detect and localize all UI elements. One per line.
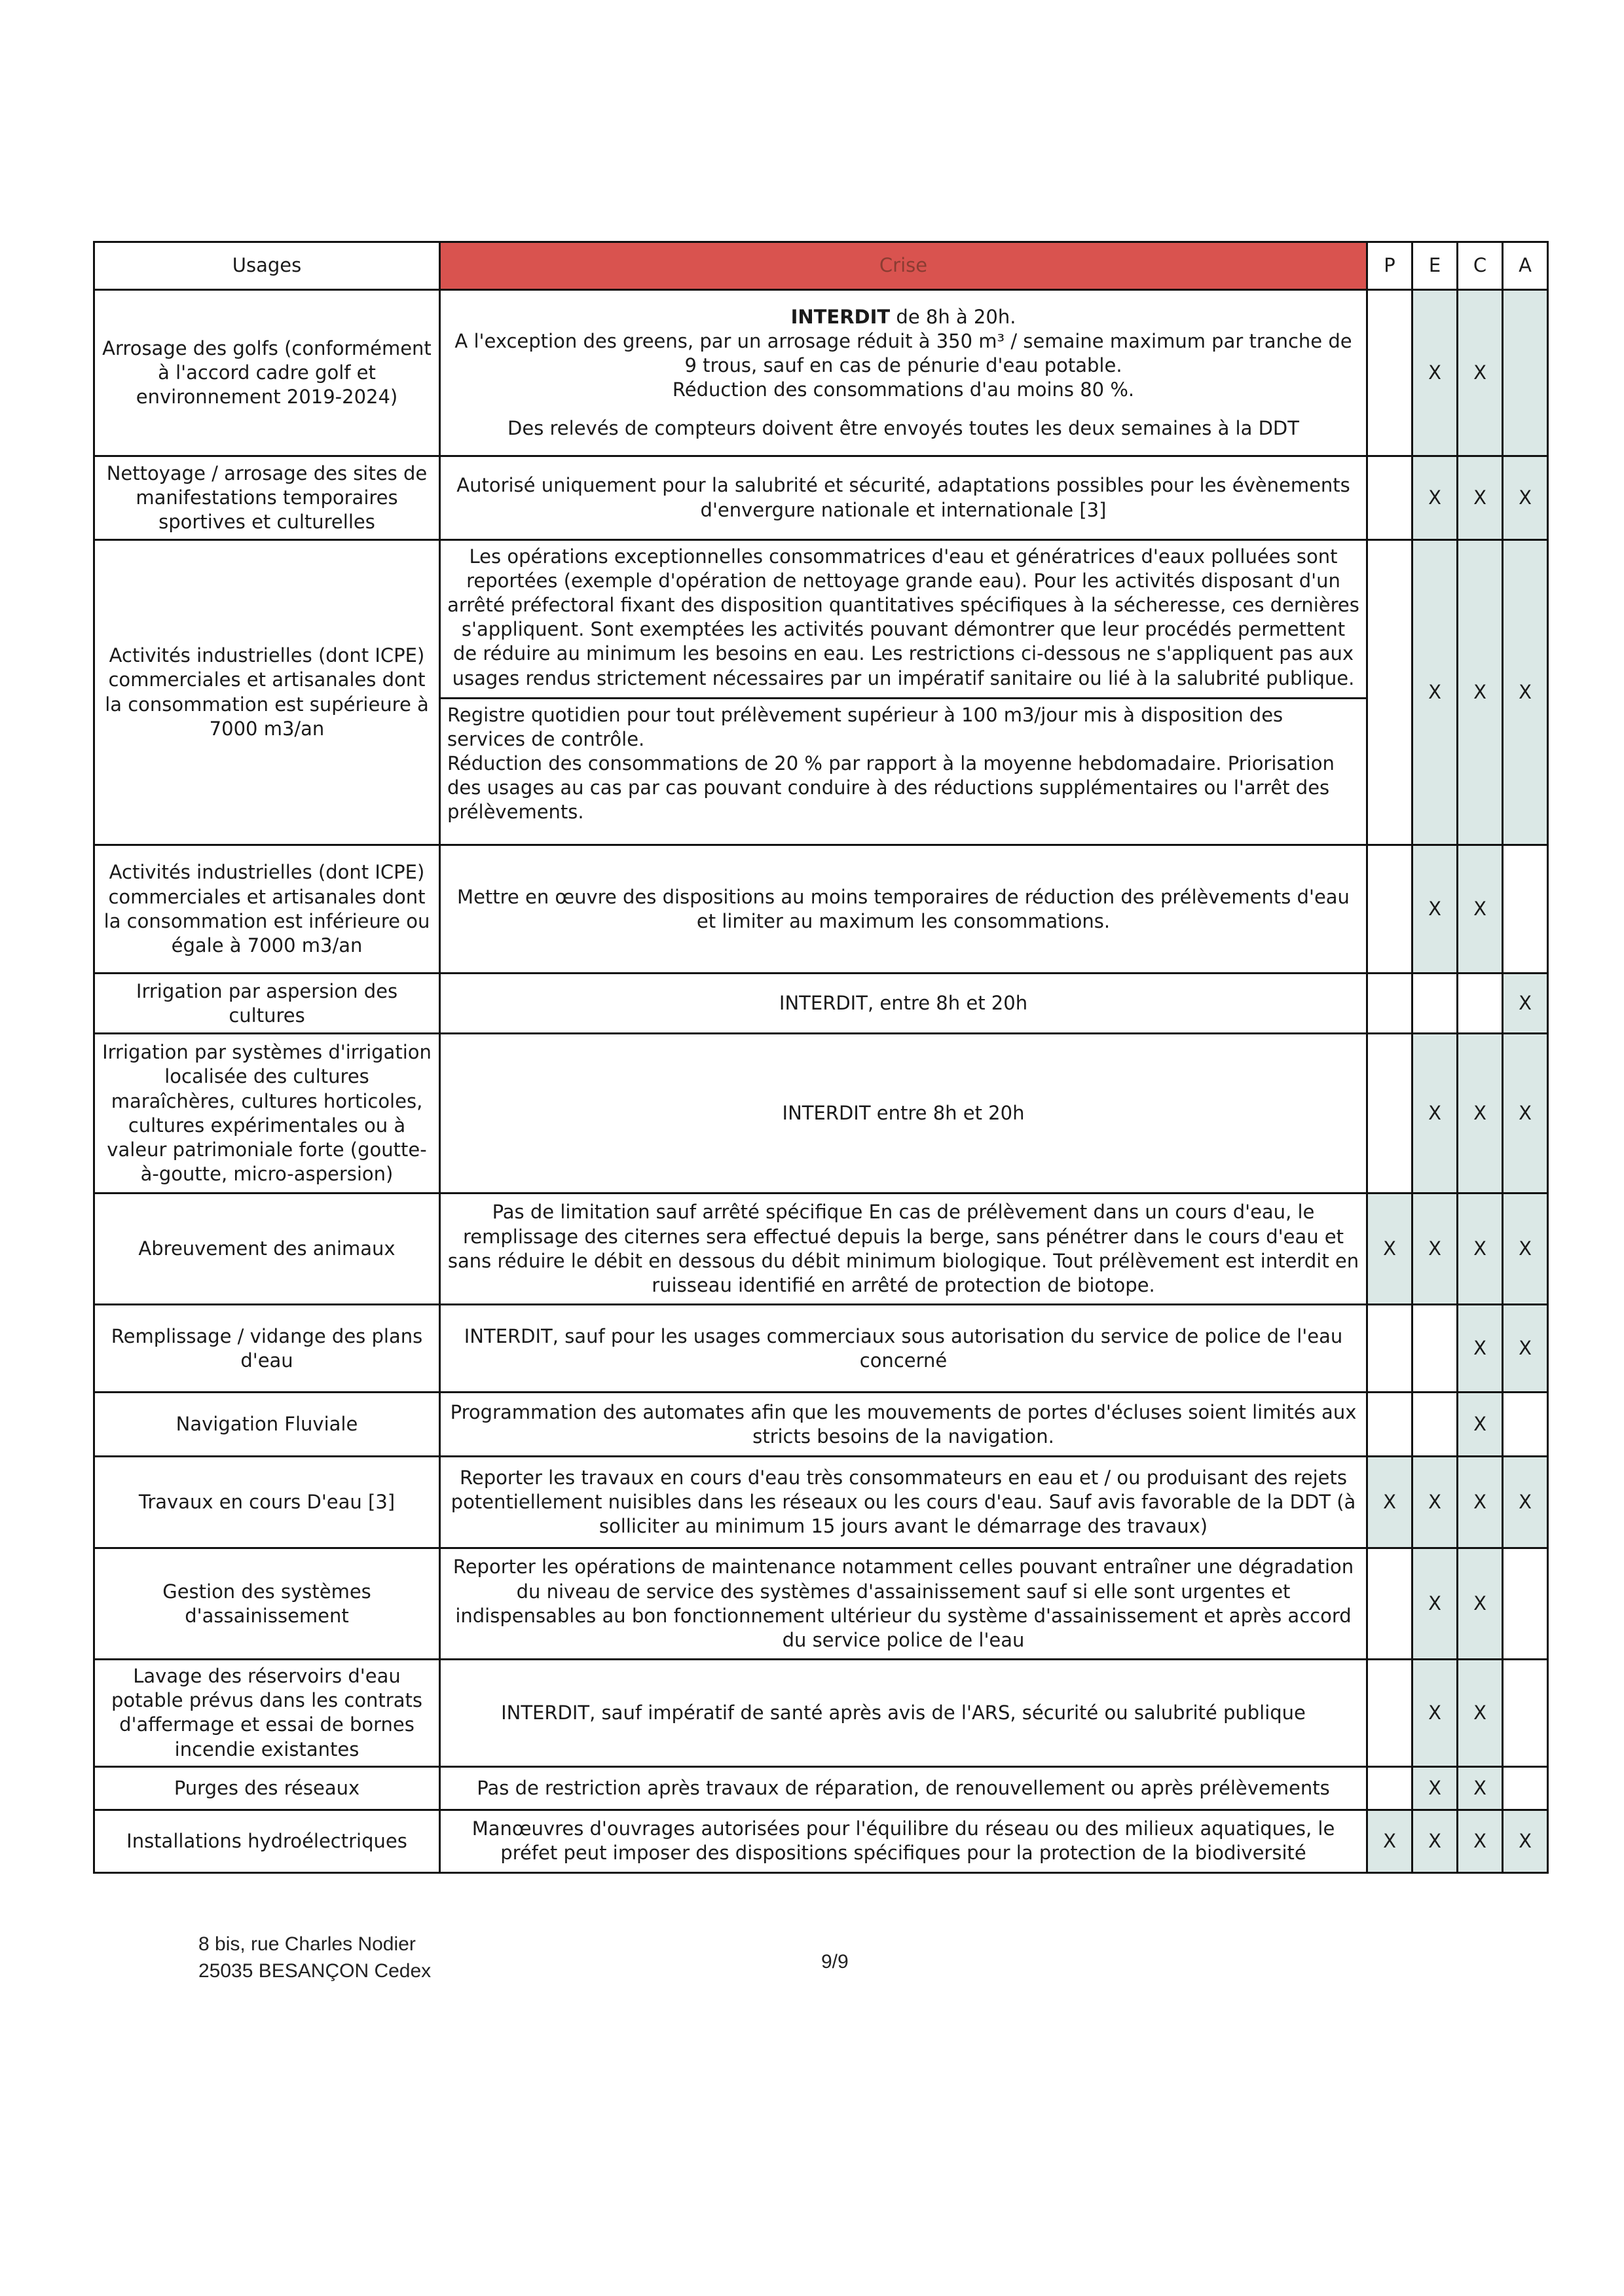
flag-cell-p (1367, 1766, 1412, 1810)
flag-cell-a (1503, 1660, 1548, 1766)
usage-cell: Purges des réseaux (94, 1766, 440, 1810)
measure-split (441, 697, 1366, 825)
flag-cell-a: X (1503, 456, 1548, 540)
flag-cell-p (1367, 1548, 1412, 1660)
measure-text-3: Des relevés de compteurs doivent être envoyés toutes les deux semaines à la DDT (507, 417, 1299, 440)
measure-cell: Pas de restriction après travaux de réparation, de renouvellement ou après prélèvements (440, 1766, 1367, 1810)
usage-cell: Irrigation par systèmes d'irrigation localisée des cultures maraîchères, cultures horticoles, cultures expérimentales ou à valeur patrimoniale forte (goutte-à-goutte, micro-aspersion) (94, 1034, 440, 1194)
flag-cell-e: X (1412, 1810, 1458, 1872)
usage-cell: Arrosage des golfs (conformément à l'accord cadre golf et environnement 2019-2024) (94, 290, 440, 456)
page-number: 9/9 (821, 1951, 849, 1973)
usage-column-header: Usages (94, 242, 440, 290)
table-row (94, 1194, 1548, 1305)
measure-cell: Mettre en œuvre des dispositions au moins temporaires de réduction des prélèvements d'eau et limiter au maximum les consommations. (440, 845, 1367, 974)
flag-cell-c: X (1458, 1548, 1503, 1660)
measure-cell: INTERDIT, entre 8h et 20h (440, 974, 1367, 1034)
usage-cell: Activités industrielles (dont ICPE) commerciales et artisanales dont la consommation est supérieure à 7000 m3/an (94, 540, 440, 845)
flag-cell-c: X (1458, 1034, 1503, 1194)
table-row (94, 1457, 1548, 1548)
usage-cell: Activités industrielles (dont ICPE) commerciales et artisanales dont la consommation est inférieure ou égale à 7000 m3/an (94, 845, 440, 974)
flag-cell-c: X (1458, 540, 1503, 845)
flag-cell-p (1367, 456, 1412, 540)
flag-header-e: E (1412, 242, 1458, 290)
table-row (94, 1305, 1548, 1393)
flag-cell-p (1367, 845, 1412, 974)
flag-cell-e: X (1412, 1194, 1458, 1305)
measure-cell: Manœuvres d'ouvrages autorisées pour l'équilibre du réseau ou des milieux aquatiques, le préfet peut imposer des dispositions spécifiques pour la protection de la biodiversité (440, 1810, 1367, 1872)
flag-cell-c: X (1458, 1660, 1503, 1766)
flag-cell-p: X (1367, 1810, 1412, 1872)
flag-cell-a: X (1503, 974, 1548, 1034)
measure-text-3: Réduction des consommations de 20 % par rapport à la moyenne hebdomadaire. Priorisation des usages au cas par cas pouvant conduire à des réductions supplémentaires ou l'arrêt des prélèvements. (447, 752, 1335, 824)
flag-cell-e: X (1412, 540, 1458, 845)
flag-cell-e: X (1412, 845, 1458, 974)
flag-cell-c: X (1458, 845, 1503, 974)
crise-column-header: Crise (440, 242, 1367, 290)
flag-cell-e: X (1412, 456, 1458, 540)
footer-address-line-1: 8 bis, rue Charles Nodier (198, 1933, 416, 1955)
measure-cell: INTERDIT, sauf pour les usages commerciaux sous autorisation du service de police de l'eau concerné (440, 1305, 1367, 1393)
header-row (94, 242, 1548, 290)
flag-cell-a: X (1503, 1457, 1548, 1548)
flag-cell-e: X (1412, 1034, 1458, 1194)
table-row (94, 1810, 1548, 1872)
flag-cell-a (1503, 290, 1548, 456)
measure-cell: Reporter les opérations de maintenance notamment celles pouvant entraîner une dégradation du niveau de service des systèmes d'assainissement sauf si elle sont urgentes et indispensables au bon fonctionnement ultérieur du système d'assainissement et après accord du service police de l'eau (440, 1548, 1367, 1660)
measure-text-2: Registre quotidien pour tout prélèvement supérieur à 100 m3/jour mis à disposition des services de contrôle. (447, 703, 1283, 750)
flag-cell-p: X (1367, 1194, 1412, 1305)
flag-cell-e: X (1412, 1660, 1458, 1766)
usage-cell: Navigation Fluviale (94, 1393, 440, 1457)
table-row (94, 456, 1548, 540)
measure-text-2: Réduction des consommations d'au moins 80 %. (672, 378, 1135, 401)
usage-cell: Nettoyage / arrosage des sites de manifestations temporaires sportives et culturelles (94, 456, 440, 540)
table-row (94, 1393, 1548, 1457)
usage-cell: Abreuvement des animaux (94, 1194, 440, 1305)
usage-cell: Installations hydroélectriques (94, 1810, 440, 1872)
flag-cell-c: X (1458, 1305, 1503, 1393)
measure-cell (440, 290, 1367, 456)
flag-cell-p (1367, 1034, 1412, 1194)
flag-cell-a: X (1503, 540, 1548, 845)
flag-cell-p (1367, 974, 1412, 1034)
footer-address (198, 1931, 431, 1984)
footer-address-line-2: 25035 BESANÇON Cedex (198, 1959, 432, 1982)
table-row (94, 540, 1548, 845)
flag-cell-c (1458, 974, 1503, 1034)
flag-cell-e: X (1412, 1766, 1458, 1810)
restrictions-table (93, 241, 1549, 1874)
flag-cell-c: X (1458, 1810, 1503, 1872)
table-row (94, 845, 1548, 974)
flag-cell-c: X (1458, 290, 1503, 456)
table-row (94, 974, 1548, 1034)
measure-cell: Pas de limitation sauf arrêté spécifique En cas de prélèvement dans un cours d'eau, le remplissage des citernes sera effectué depuis la berge, sans pénétrer dans le cours d'eau et sans réduire le débit en dessous du débit minimum biologique. Tout prélèvement est interdit en ruisseau identifié en arrêté de protection de biotope. (440, 1194, 1367, 1305)
flag-cell-e: X (1412, 1548, 1458, 1660)
measure-text: Les opérations exceptionnelles consommatrices d'eau et génératrices d'eaux polluées sont reportées (exemple d'opération de nettoyage grande eau). Pour les activités disposant d'un arrêté préfectoral fixant des disposition quantitatives spécifiques à la sécheresse, ces dernières s'appliquent. Sont exemptées les activités pouvant démontrer que leur procédés permettent de réduire au minimum les besoins en eau. Les restrictions ci-dessous ne s'appliquent pas aux usages rendus strictement nécessaires par un impératif sanitaire ou lié à la salubrité publique. (447, 545, 1359, 689)
flag-cell-e (1412, 1393, 1458, 1457)
table-row (94, 290, 1548, 456)
usage-cell: Lavage des réservoirs d'eau potable prévus dans les contrats d'affermage et essai de bornes incendie existantes (94, 1660, 440, 1766)
flag-cell-a (1503, 845, 1548, 974)
measure-cell (440, 540, 1367, 845)
flag-header-a: A (1503, 242, 1548, 290)
measure-cell: Programmation des automates afin que les mouvements de portes d'écluses soient limités aux stricts besoins de la navigation. (440, 1393, 1367, 1457)
flag-cell-a (1503, 1548, 1548, 1660)
measure-lead-text: de 8h à 20h. (890, 305, 1016, 328)
flag-cell-c: X (1458, 1194, 1503, 1305)
flag-cell-p: X (1367, 1457, 1412, 1548)
table-row (94, 1660, 1548, 1766)
measure-text: A l'exception des greens, par un arrosage réduit à 350 m³ / semaine maximum par tranche de 9 trous, sauf en cas de pénurie d'eau potable. (454, 329, 1352, 376)
flag-cell-p (1367, 290, 1412, 456)
measure-cell: Reporter les travaux en cours d'eau très consommateurs en eau et / ou produisant des rejets potentiellement nuisibles dans les réseaux ou les cours d'eau. Sauf avis favorable de la DDT (à solliciter au minimum 15 jours avant le démarrage des travaux) (440, 1457, 1367, 1548)
flag-cell-a (1503, 1393, 1548, 1457)
flag-cell-a: X (1503, 1034, 1548, 1194)
flag-cell-a: X (1503, 1194, 1548, 1305)
table-row (94, 1034, 1548, 1194)
flag-cell-e (1412, 974, 1458, 1034)
flag-cell-p (1367, 1660, 1412, 1766)
measure-bold-text: INTERDIT (790, 305, 891, 328)
table-row (94, 1548, 1548, 1660)
flag-cell-e: X (1412, 290, 1458, 456)
table-row (94, 1766, 1548, 1810)
flag-cell-p (1367, 540, 1412, 845)
flag-cell-c: X (1458, 1393, 1503, 1457)
flag-cell-e (1412, 1305, 1458, 1393)
flag-header-c: C (1458, 242, 1503, 290)
usage-cell: Gestion des systèmes d'assainissement (94, 1548, 440, 1660)
flag-cell-p (1367, 1305, 1412, 1393)
flag-cell-c: X (1458, 1457, 1503, 1548)
usage-cell: Travaux en cours D'eau [3] (94, 1457, 440, 1548)
flag-cell-a: X (1503, 1810, 1548, 1872)
flag-cell-a: X (1503, 1305, 1548, 1393)
flag-cell-c: X (1458, 456, 1503, 540)
usage-cell: Irrigation par aspersion des cultures (94, 974, 440, 1034)
measure-cell: Autorisé uniquement pour la salubrité et sécurité, adaptations possibles pour les évènements d'envergure nationale et internationale [3] (440, 456, 1367, 540)
flag-header-p: P (1367, 242, 1412, 290)
flag-cell-a (1503, 1766, 1548, 1810)
measure-cell: INTERDIT entre 8h et 20h (440, 1034, 1367, 1194)
flag-cell-e: X (1412, 1457, 1458, 1548)
flag-cell-c: X (1458, 1766, 1503, 1810)
usage-cell: Remplissage / vidange des plans d'eau (94, 1305, 440, 1393)
flag-cell-p (1367, 1393, 1412, 1457)
measure-cell: INTERDIT, sauf impératif de santé après avis de l'ARS, sécurité ou salubrité publique (440, 1660, 1367, 1766)
